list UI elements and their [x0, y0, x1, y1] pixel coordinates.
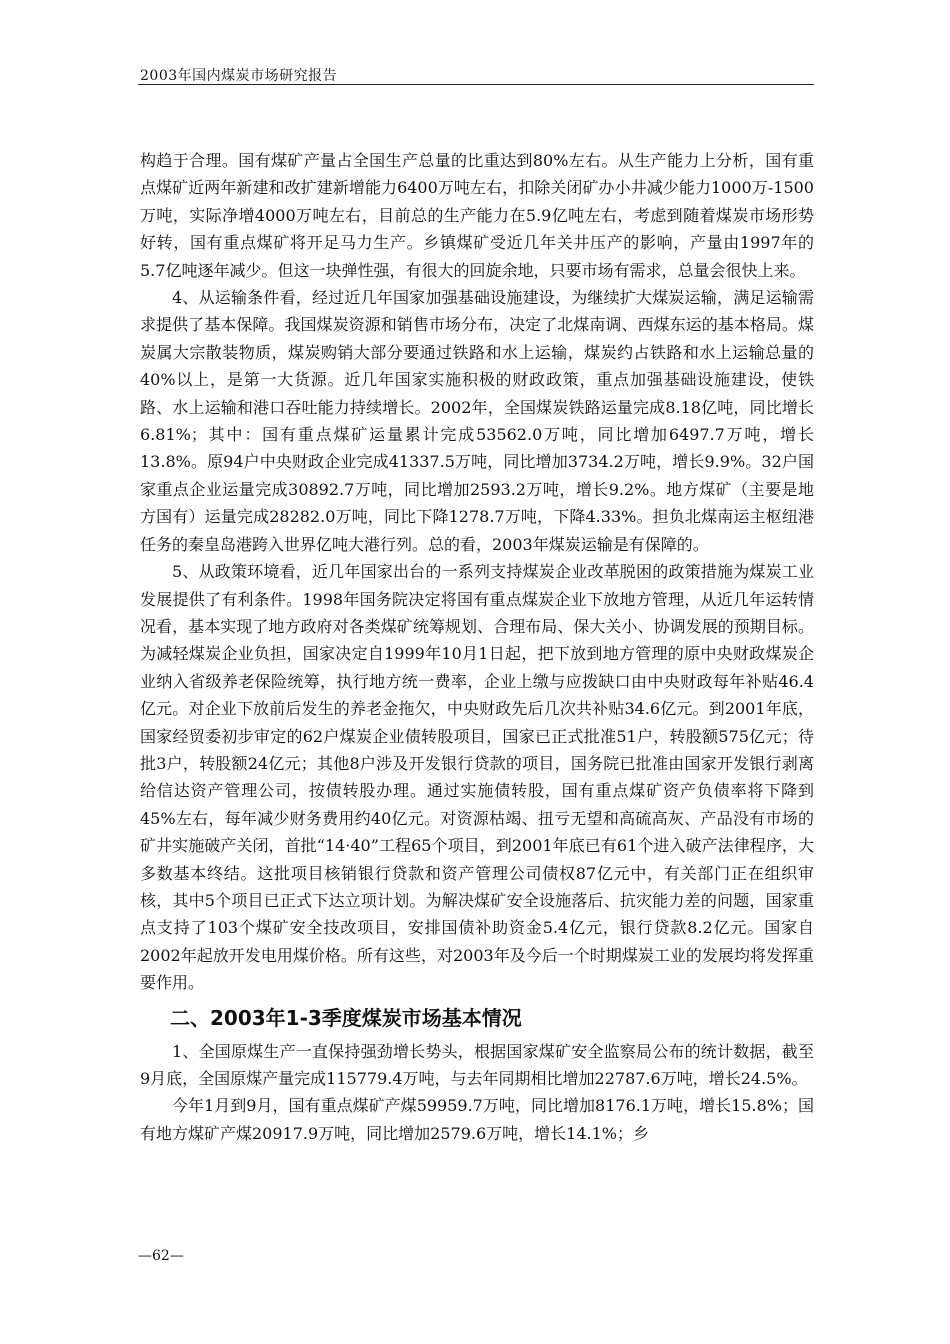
section-heading: 二、2003年1-3季度煤炭市场基本情况 — [170, 1005, 522, 1030]
running-header-title: 2003年国内煤炭市场研究报告 — [140, 68, 338, 84]
paragraph-policy: 5、从政策环境看，近几年国家出台的一系列支持煤炭企业改革脱困的政策措施为煤炭工业发展提供了有利条件。1998年国务院决定将国有重点煤炭企业下放地方管理，从近几年运转情况看，基本实现了地方政府对各类煤矿统筹规划、合理布局、保大关小、协调发展的预期目标。为减轻煤炭企业负担，国家决定自1999年10月1日起，把下放到地方管理的原中央财政煤炭企业纳入省级养老保险统筹，执行地方统一费率，企业上缴与应拨缺口由中央财政每年补贴46.4亿元。对企业下放前后发生的养老金拖欠，中央财政先后几次共补贴34.6亿元。到2001年底，国家经贸委初步审定的62户煤炭企业债转股项目，国家已正式批准51户，转股额575亿元；待批3户，转股额24亿元；其他8户涉及开发银行贷款的项目，国务院已批准由国家开发银行剥离给信达资产管理公司，按债转股办理。通过实施债转股，国有重点煤矿资产负债率将下降到45%左右，每年减少财务费用约40亿元。对资源枯竭、扭亏无望和高硫高灰、产品没有市场的矿井实施破产关闭，首批“14·40”工程65个项目，到2001年底已有61个进入破产法律程序，大多数基本终结。这批项目核销银行贷款和资产管理公司债权87亿元中，有关部门正在组织审核，其中5个项目已正式下达立项计划。为解决煤矿安全设施落后、抗灾能力差的问题，国家重点支持了103个煤矿安全技改项目，安排国债补助资金5.4亿元，银行贷款8.2亿元。国家自2002年起放开发电用煤价格。所有这些，对2003年及今后一个时期煤炭工业的发展均将发挥重要作用。 — [140, 562, 814, 993]
body-text — [140, 147, 814, 1147]
paragraph-transport: 4、从运输条件看，经过近几年国家加强基础设施建设，为继续扩大煤炭运输，满足运输需求提供了基本保障。我国煤炭资源和销售市场分布，决定了北煤南调、西煤东运的基本格局。煤炭属大宗散装物质，煤炭购销大部分要通过铁路和水上运输，煤炭约占铁路和水上运输总量的40%以上，是第一大货源。近几年国家实施积极的财政政策，重点加强基础设施建设，使铁路、水上运输和港口吞吐能力持续增长。2002年，全国煤炭铁路运量完成8.18亿吨，同比增长6.81%；其中：国有重点煤矿运量累计完成53562.0万吨，同比增加6497.7万吨，增长13.8%。原94户中央财政企业完成41337.5万吨，同比增加3734.2万吨，增长9.9%。32户国家重点企业运量完成30892.7万吨，同比增加2593.2万吨，增长9.2%。地方煤矿（主要是地方国有）运量完成28282.0万吨，同比下降1278.7万吨，下降4.33%。担负北煤南运主枢纽港任务的秦皇岛港跨入世界亿吨大港行列。总的看，2003年煤炭运输是有保障的。 — [140, 288, 814, 554]
page-number: —62— — [138, 1248, 184, 1264]
paragraph-production: 1、全国原煤生产一直保持强劲增长势头，根据国家煤矿安全监察局公布的统计数据，截至9月底，全国原煤产量完成115779.4万吨，与去年同期相比增加22787.6万吨，增长24.5%。 — [140, 1041, 814, 1088]
header-divider — [138, 84, 814, 85]
paragraph-continuation: 构趋于合理。国有煤矿产量占全国生产总量的比重达到80%左右。从生产能力上分析，国有重点煤矿近两年新建和改扩建新增能力6400万吨左右，扣除关闭矿办小井减少能力1000万-1500万吨，实际净增4000万吨左右，目前总的生产能力在5.9亿吨左右，考虑到随着煤炭市场形势好转，国有重点煤矿将开足马力生产。乡镇煤矿受近几年关井压产的影响，产量由1997年的5.7亿吨逐年减少。但这一块弹性强，有很大的回旋余地，只要市场有需求，总量会很快上来。 — [140, 151, 814, 280]
paragraph-output-breakdown: 今年1月到9月，国有重点煤矿产煤59959.7万吨，同比增加8176.1万吨，增长15.8%；国有地方煤矿产煤20917.9万吨，同比增加2579.6万吨，增长14.1%；乡 — [140, 1096, 814, 1143]
